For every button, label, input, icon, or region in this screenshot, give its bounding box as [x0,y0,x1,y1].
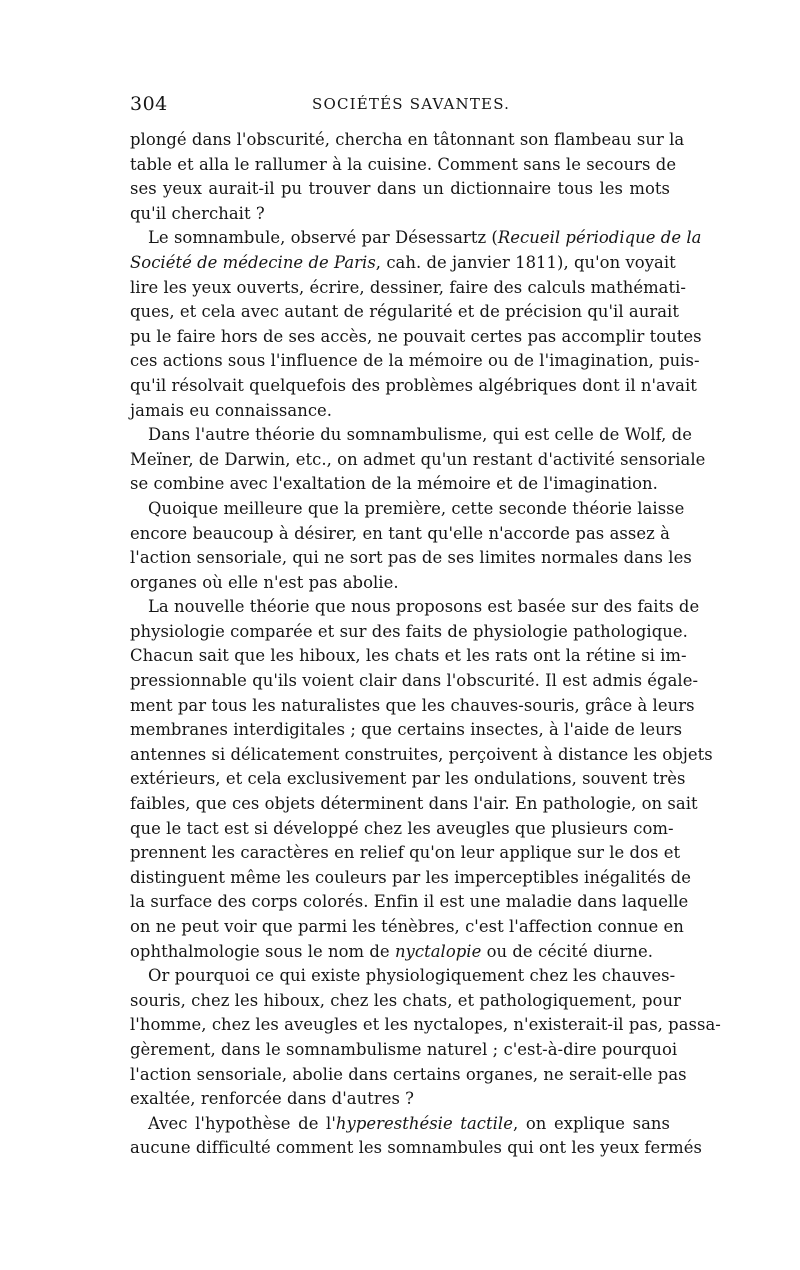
text-line: se combine avec l'exaltation de la mémoire et de l'imagination. [130,474,658,494]
text-line: Meïner, de Darwin, etc., on admet qu'un restant d'activité sensoriale [130,449,706,469]
page-header [130,92,670,116]
text-line: membranes interdigitales ; que certains insectes, à l'aide de leurs [130,720,683,740]
text-line: plongé dans l'obscurité, chercha en tâtonnant son flambeau sur la [130,130,685,149]
text-line: que le tact est si développé chez les aveugles que plusieurs com- [130,818,674,838]
paragraph-6 [130,964,721,1112]
body-text [130,128,721,1161]
text-line: l'homme, chez les aveugles et les nyctalopes, n'existerait-il pas, passa- [130,1015,721,1035]
paragraph-4 [130,497,692,595]
text-line [130,251,676,276]
citation-title: Recueil périodique de la [497,228,702,248]
text-line: Or pourquoi ce qui existe physiologiquement chez les chauves- [148,966,676,986]
text-line [130,940,670,965]
text-line: qu'il résolvait quelquefois des problèmes algébriques dont il n'avait [130,375,697,395]
text-run: Avec l'hypothèse de l' [148,1113,336,1133]
paragraph-7 [130,1112,702,1161]
paragraph-2 [130,226,702,423]
text-line: jamais eu connaissance. [130,400,333,420]
italic-term: hyperesthésie tactile [335,1113,513,1133]
text-line: ment par tous les naturalistes que les chauves-souris, grâce à leurs [130,695,695,715]
text-line: table et alla le rallumer à la cuisine. Comment sans le secours de [130,154,677,174]
text-line [130,226,702,251]
text-line: exaltée, renforcée dans d'autres ? [130,1089,415,1109]
text-line: l'action sensoriale, abolie dans certains organes, ne serait-elle pas [130,1064,687,1084]
text-run: , cah. de janvier 1811), qu'on voyait [375,252,676,272]
paragraph-1 [130,128,685,226]
text-line: aucune difficulté comment les somnambules qui ont les yeux fermés [130,1138,702,1158]
text-line: Chacun sait que les hiboux, les chats et les rats ont la rétine si im- [130,646,687,666]
text-run: ophthalmologie sous le nom de [130,941,395,961]
text-line: pressionnable qu'ils voient clair dans l'obscurité. Il est admis égale- [130,671,699,691]
page-number: 304 [130,93,168,115]
text-run: Le somnambule, observé par Désessartz ( [148,228,498,248]
text-line: Dans l'autre théorie du somnambulisme, qui est celle de Wolf, de [148,425,692,445]
text-line: prennent les caractères en relief qu'on leur applique sur le dos et [130,843,681,863]
text-line: ces actions sous l'influence de la mémoire ou de l'imagination, puis- [130,351,700,371]
running-title: SOCIÉTÉS SAVANTES. [312,95,511,113]
text-line: physiologie comparée et sur des faits de physiologie pathologique. [130,621,688,641]
paragraph-3 [130,423,706,497]
text-line: organes où elle n'est pas abolie. [130,572,399,592]
text-line: ques, et cela avec autant de régularité et de précision qu'il aurait [130,302,679,322]
text-line: extérieurs, et cela exclusivement par les ondulations, souvent très [130,769,686,789]
text-line: Quoique meilleure que la première, cette seconde théorie laisse [148,498,685,518]
text-line: la surface des corps colorés. Enfin il est une maladie dans laquelle [130,892,689,912]
text-line: souris, chez les hiboux, chez les chats, et pathologiquement, pour [130,990,681,1010]
text-line: l'action sensoriale, qui ne sort pas de ses limites normales dans les [130,548,692,568]
italic-term: nyctalopie [394,941,482,961]
text-line [130,1112,670,1137]
text-line: La nouvelle théorie que nous proposons est basée sur des faits de [148,597,700,617]
text-run: , on explique sans [512,1113,670,1133]
text-line: lire les yeux ouverts, écrire, dessiner, faire des calculs mathémati- [130,277,686,297]
text-run: ou de cécité diurne. [481,941,654,961]
text-line: encore beaucoup à désirer, en tant qu'elle n'accorde pas assez à [130,523,670,543]
paragraph-5 [130,595,713,964]
text-line: ses yeux aurait-il pu trouver dans un dictionnaire tous les mots [130,179,670,199]
text-line: qu'il cherchait ? [130,203,265,223]
text-line: pu le faire hors de ses accès, ne pouvait certes pas accomplir toutes [130,326,702,346]
text-line: on ne peut voir que parmi les ténèbres, c'est l'affection connue en [130,917,684,936]
citation-title: Société de médecine de Paris [130,252,376,272]
text-line: gèrement, dans le somnambulisme naturel ; c'est-à-dire pourquoi [130,1039,678,1059]
text-line: faibles, que ces objets déterminent dans l'air. En pathologie, on sait [130,794,698,814]
text-line: distinguent même les couleurs par les imperceptibles inégalités de [130,867,692,887]
text-line: antennes si délicatement construites, perçoivent à distance les objets [130,744,713,764]
